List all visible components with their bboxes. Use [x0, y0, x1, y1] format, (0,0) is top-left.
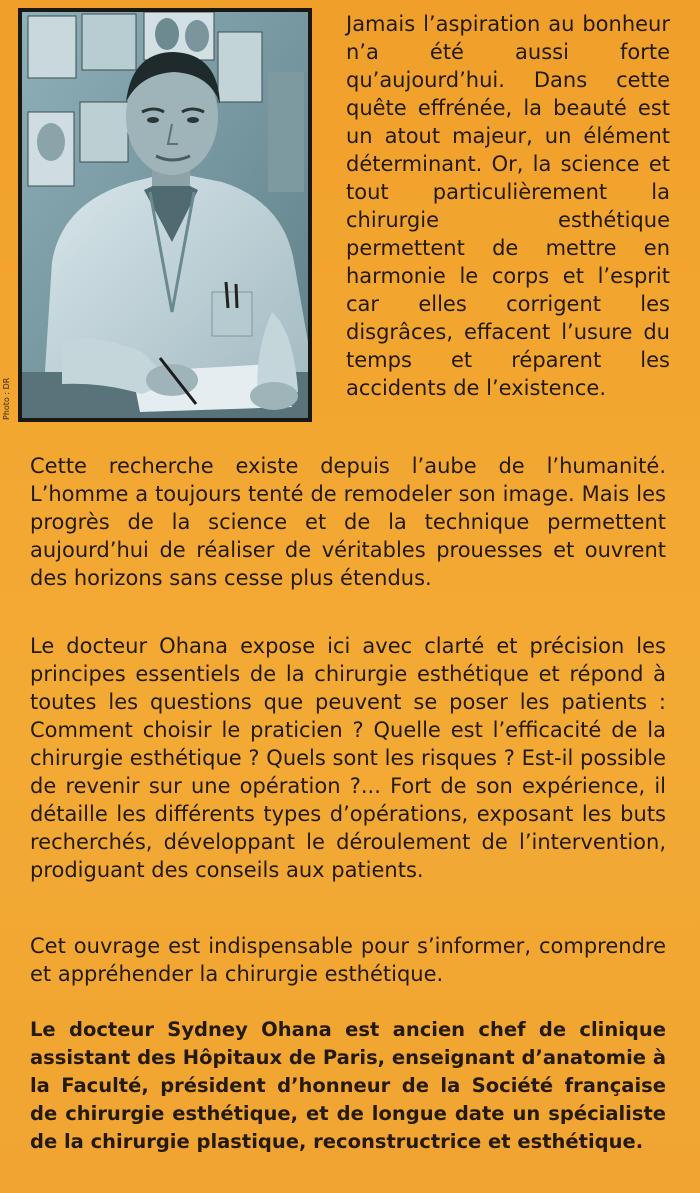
intro-paragraph: Jamais l’aspiration au bonheur n’a été aussi forte qu’aujourd’hui. Dans cette quête effrénée, la beauté est un atout majeur, un élément déterminant. Or, la science et tout particulièrement la chirurgie esthétique permettent de mettre en harmonie le corps et l’esprit car elles corrigent les disgrâces, effacent l’usure du temps et réparent les accidents de l’existence.	[346, 12, 670, 400]
paragraph-book-purpose: Cet ouvrage est indispensable pour s’informer, comprendre et appréhender la chirurgie esthétique.	[30, 934, 666, 986]
photo-credit: Photo : DR	[2, 377, 11, 420]
paragraph-book-contents: Le docteur Ohana expose ici avec clarté et précision les principes essentiels de la chirurgie esthétique et répond à toutes les questions que peuvent se poser les patients : Comment choisir le praticien ? Quelle est l’efficacité de la chirurgie esthétique ? Quels sont les risques ? Est-il possible de revenir sur une opération ?... Fort de son expérience, il détaille les différents types d’opérations, exposant les buts recherchés, développant le déroulement de l’intervention, prodiguant des conseils aux patients.	[30, 634, 666, 882]
author-photo	[18, 8, 312, 422]
author-photo-image	[22, 12, 308, 418]
paragraph-history: Cette recherche existe depuis l’aube de l’humanité. L’homme a toujours tenté de remodeler son image. Mais les progrès de la science et de la technique permettent aujourd’hui de réaliser de véritables prouesses et ouvrent des horizons sans cesse plus étendus.	[30, 454, 666, 590]
author-bio: Le docteur Sydney Ohana est ancien chef de clinique assistant des Hôpitaux de Paris, enseignant d’anatomie à la Faculté, président d’honneur de la Société française de chirurgie esthétique, et de longue date un spécialiste de la chirurgie plastique, reconstructrice et esthétique.	[30, 1018, 666, 1153]
